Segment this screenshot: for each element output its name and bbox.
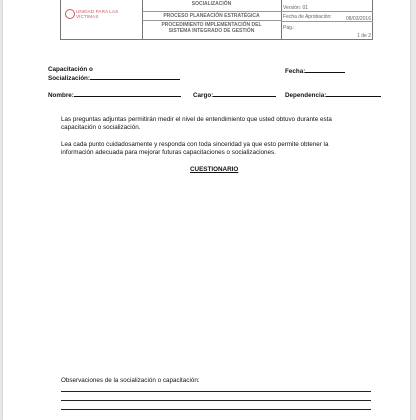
header-version: Versión: 01 bbox=[281, 0, 373, 12]
capacitacion-field: Socialización: bbox=[48, 73, 180, 82]
header-process: PROCESO PLANEACIÓN ESTRATÉGICA bbox=[142, 12, 281, 21]
logo-icon bbox=[65, 9, 75, 19]
header-title-cell bbox=[142, 0, 282, 40]
nombre-input[interactable] bbox=[74, 90, 181, 97]
header-procedure: PROCEDIMIENTO IMPLEMENTACIÓN DEL SISTEMA INTEGRADO DE GESTIÓN bbox=[161, 22, 262, 34]
cargo-input[interactable] bbox=[213, 90, 276, 97]
instruction-paragraph-line2: información adecuada para mejorar futuras capacitaciones o socializaciones. bbox=[61, 149, 276, 156]
header-page: Pág.: 1 de 2 bbox=[283, 25, 371, 39]
fecha-input[interactable] bbox=[305, 66, 345, 73]
nombre-field: Nombre: bbox=[48, 90, 181, 99]
header-approval: Fecha de Aprobación: 08/03/2016 bbox=[283, 14, 371, 22]
capacitacion-label-line1: Capacitación o bbox=[48, 66, 93, 73]
intro-paragraph-line1: Las preguntas adjuntas permitirán medir el nivel de entendimiento que usted obtuvo durante esta bbox=[61, 116, 332, 123]
fecha-field: Fecha: bbox=[285, 66, 345, 75]
dependencia-input[interactable] bbox=[326, 90, 381, 97]
logo-text: UNIDAD PARA LAS VÍCTIMAS bbox=[76, 9, 119, 19]
document-header-table bbox=[60, 0, 373, 40]
observations-label: Observaciones de la socialización o capacitación: bbox=[61, 377, 200, 384]
instruction-paragraph-line1: Lea cada punto cuidadosamente y responda con toda sinceridad ya que esto permite obtener la bbox=[61, 141, 329, 148]
document-page bbox=[3, 0, 410, 420]
questionnaire-heading: CUESTIONARIO bbox=[190, 166, 239, 173]
dependencia-field: Dependencia: bbox=[285, 90, 381, 99]
header-meta-cell bbox=[281, 0, 373, 40]
capacitacion-input[interactable] bbox=[90, 73, 180, 80]
observations-line-3[interactable] bbox=[61, 409, 371, 410]
observations-line-2[interactable] bbox=[61, 400, 371, 401]
intro-paragraph-line2: capacitación o socialización. bbox=[61, 124, 141, 131]
header-title: SOCIALIZACIÓN bbox=[142, 0, 281, 12]
logo-cell bbox=[61, 0, 143, 40]
observations-line-1[interactable] bbox=[61, 391, 371, 392]
cargo-field: Cargo: bbox=[193, 90, 276, 99]
